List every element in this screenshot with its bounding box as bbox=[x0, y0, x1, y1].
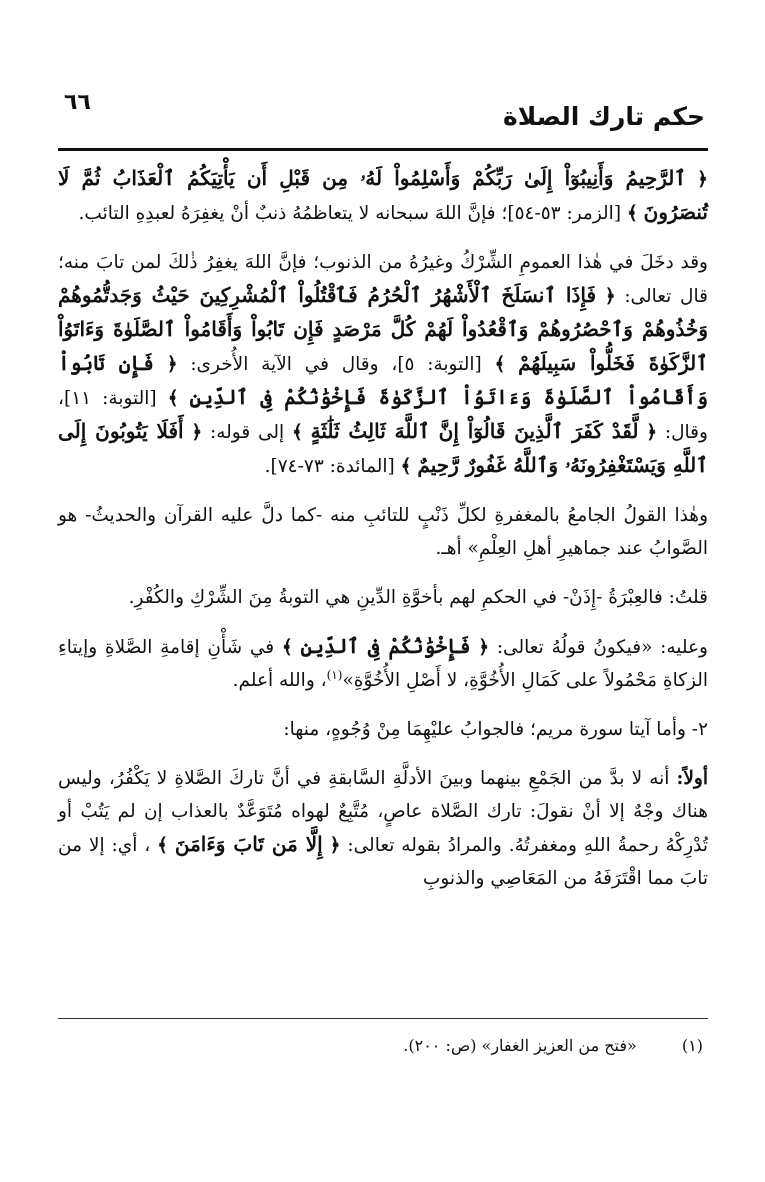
paragraph-text: أنه لا بدَّ من الجَمْعِ بينهما وبينَ الأدلَّةِ السَّابقةِ في أنَّ تاركَ الصَّلاةِ لا يَكْفُرُ، وليس هناك وجْهٌ إلا أنْ نقولَ: تارك الصَّلاة عاصٍ، مُتَّبِعٌ لهواه مُتَوَعَّدٌ بالعذاب إن لم يَتُبْ أو تُدْرِكْهُ رحمةُ اللهِ ومغفرتُهُ. والمرادُ بقوله تعالى: bbox=[58, 768, 708, 856]
quran-verse: لَّقَدْ كَفَرَ ٱلَّذِينَ قَالُوٓاْ إِنَّ ٱللَّهَ ثَالِثُ ثَلَٰثَةٍ bbox=[310, 419, 639, 443]
quran-bracket-open: ﴿ bbox=[329, 835, 341, 856]
quran-bracket-open: ﴿ bbox=[697, 169, 708, 190]
quran-verse: إِلَّا مَن تَابَ وَءَامَنَ bbox=[174, 832, 323, 856]
quran-bracket-open: ﴿ bbox=[646, 422, 658, 443]
quran-verse: فَإِن تَابُواْ وَأَقَامُواْ ٱلصَّلَوٰةَ وَءَاتَوُاْ ٱلزَّكَوٰةَ فَإِخْوَٰنُكُمْ فِى ٱلدِّينِ bbox=[58, 351, 708, 409]
quran-verse: فَإِذَا ٱنسَلَخَ ٱلْأَشْهُرُ ٱلْحُرُمُ فَٱقْتُلُواْ ٱلْمُشْرِكِينَ حَيْثُ وَجَدتُّمُوهُمْ وَخُذُوهُمْ وَٱحْصُرُوهُمْ وَٱقْعُدُواْ لَهُمْ كُلَّ مَرْصَدٍ فَإِن تَابُواْ وَأَقَامُواْ ٱلصَّلَوٰةَ وَءَاتَوُاْ ٱلزَّكَوٰةَ فَخَلُّواْ سَبِيلَهُمْ bbox=[58, 283, 708, 375]
quran-bracket-open: ﴿ bbox=[166, 354, 178, 375]
paragraph-text: وقد دخَلَ في هٰذا العمومِ الشِّرْكُ وغيرُهُ من الذنوب؛ فإنَّ اللهَ يغفِرُ ذٰلكَ لمن تابَ منه؛ قال تعالى: bbox=[58, 252, 708, 307]
paragraph-text: إلى قوله: bbox=[210, 422, 285, 443]
paragraph-4: قلتُ: فالعِبْرَةُ -إِذَنْ- في الحكمِ لهم بأخوَّةِ الدِّينِ هي التوبةُ مِنَ الشِّرْكِ والكُفْرِ. bbox=[128, 587, 708, 608]
footnote-reference[interactable]: (١) bbox=[326, 667, 343, 682]
paragraph-1 bbox=[58, 162, 708, 230]
quran-bracket-close: ﴾ bbox=[400, 456, 412, 477]
paragraph-text: في شَأْنِ إقامةِ الصَّلاةِ وإيتاءِ الزكاةِ مَحْمُولاً على كَمَالِ الأُخُوَّةِ، لا أَصْلِ الأُخُوَّةِ» bbox=[58, 637, 708, 691]
footnote-text: «فتح من العزيز الغفار» (ص: ٢٠٠). bbox=[403, 1036, 637, 1055]
paragraph-text: وعليه: «فيكونُ قولُهُ تعالى: bbox=[496, 637, 708, 658]
main-text bbox=[58, 162, 708, 911]
paragraph-3: وهٰذا القولُ الجامعُ بالمغفرةِ لكلِّ ذَنْبٍ للتائبِ منه -كما دلَّ عليه القرآن والحديثُ- هو الصَّوابُ عند جماهيرِ أهلِ العِلْمِ» أهـ. bbox=[58, 505, 708, 559]
quran-bracket-open: ﴿ bbox=[191, 422, 203, 443]
quran-bracket-close: ﴾ bbox=[167, 388, 179, 409]
verse-reference: [التوبة: ٥]، وقال في الآية الأُخرى: bbox=[190, 354, 482, 375]
quran-verse: فَإِخْوَٰنُكُمْ فِى ٱلدِّينِ bbox=[300, 634, 471, 658]
paragraph-7 bbox=[58, 762, 708, 895]
paragraph-5 bbox=[58, 630, 708, 697]
footnote-marker: (١) bbox=[681, 1036, 703, 1055]
paragraph-text: ، والله أعلم. bbox=[232, 670, 327, 691]
quran-bracket-open: ﴿ bbox=[604, 286, 616, 307]
running-title: حكم تارك الصلاة bbox=[503, 102, 705, 131]
paragraph-text: ، أي: إلا من تابَ مما اقْتَرَفَهُ من المَعَاصِي والذنوبِ bbox=[58, 835, 708, 889]
verse-reference: [التوبة: ١١]، وقال: bbox=[58, 388, 708, 443]
quran-bracket-close: ﴾ bbox=[157, 835, 168, 856]
paragraph-6: ٢- وأما آيتا سورة مريم؛ فالجوابُ عليْهِمَا مِنْ وُجُوهٍ، منها: bbox=[283, 719, 708, 740]
footnote-divider bbox=[58, 1018, 708, 1019]
quran-verse: أَفَلَا يَتُوبُونَ إِلَى ٱللَّهِ وَيَسْتَغْفِرُونَهُۥ وَٱللَّهُ غَفُورٌ رَّحِيمٌ bbox=[58, 419, 708, 477]
paragraph-text: [الزمر: ٥٣-٥٤]؛ فإنَّ اللهَ سبحانه لا يتعاظمُهُ ذنبٌ أنْ يغفِرَهُ لعبدِهِ التائب. bbox=[78, 203, 622, 224]
point-lead: أولاً: bbox=[676, 768, 708, 789]
quran-bracket-close: ﴾ bbox=[281, 637, 293, 658]
quran-verse: ٱلرَّحِيمُ وَأَنِيبُوٓاْ إِلَىٰ رَبِّكُمْ وَأَسْلِمُواْ لَهُۥ مِن قَبْلِ أَن يَأْتِيَكُمُ ٱلْعَذَابُ ثُمَّ لَا تُنصَرُونَ bbox=[58, 166, 708, 224]
paragraph-2 bbox=[58, 246, 708, 483]
quran-bracket-close: ﴾ bbox=[626, 203, 638, 224]
page-header bbox=[62, 88, 705, 148]
header-divider bbox=[58, 148, 708, 151]
quran-bracket-open: ﴿ bbox=[478, 637, 490, 658]
verse-reference: [المائدة: ٧٣-٧٤]. bbox=[264, 456, 395, 477]
footnote bbox=[403, 1036, 703, 1055]
page-number: ٦٦ bbox=[64, 90, 91, 115]
quran-bracket-close: ﴾ bbox=[291, 422, 303, 443]
quran-bracket-close: ﴾ bbox=[494, 354, 506, 375]
